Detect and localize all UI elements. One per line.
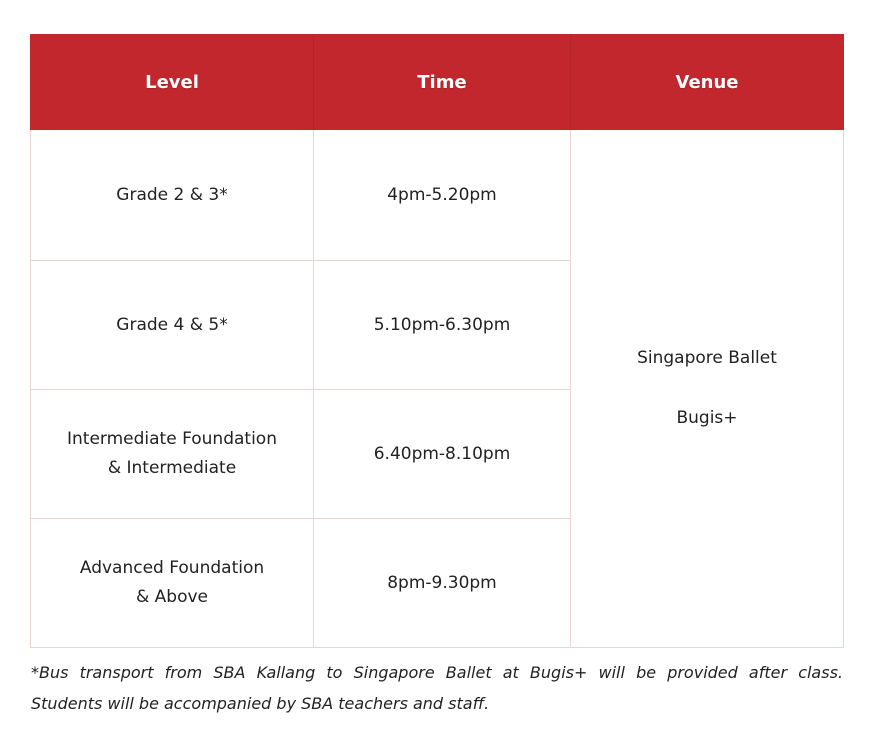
venue-cell <box>571 130 844 648</box>
level-label: Advanced Foundation <box>79 558 265 578</box>
venue-location: Bugis+ <box>676 408 738 428</box>
class-schedule-table <box>30 34 844 648</box>
level-label: Intermediate Foundation <box>67 429 277 449</box>
level-label-continued: & Intermediate <box>107 458 237 478</box>
time-cell: 4pm-5.20pm <box>314 130 571 261</box>
table-body <box>31 130 844 648</box>
header-row <box>31 35 844 130</box>
level-cell <box>31 519 314 648</box>
time-cell: 5.10pm-6.30pm <box>314 261 571 390</box>
level-label: Grade 4 & 5* <box>116 314 228 335</box>
venue-name: Singapore Ballet <box>637 348 777 368</box>
header-level: Level <box>31 35 314 130</box>
level-cell <box>31 261 314 390</box>
time-cell: 6.40pm-8.10pm <box>314 390 571 519</box>
footnote-line-1: *Bus transport from SBA Kallang to Singapore Ballet at Bugis+ will be provided after class. <box>31 663 843 682</box>
header-time: Time <box>314 35 571 130</box>
time-cell: 8pm-9.30pm <box>314 519 571 648</box>
level-cell <box>31 390 314 519</box>
venue-spacer <box>581 373 833 404</box>
level-label-continued: & Above <box>135 587 208 607</box>
header-venue: Venue <box>571 35 844 130</box>
level-cell <box>31 130 314 261</box>
transport-footnote <box>31 657 843 719</box>
table-row <box>31 130 844 261</box>
level-label: Grade 2 & 3* <box>116 184 228 205</box>
table-header <box>31 35 844 130</box>
footnote-line-2: Students will be accompanied by SBA teachers and staff. <box>31 694 490 713</box>
